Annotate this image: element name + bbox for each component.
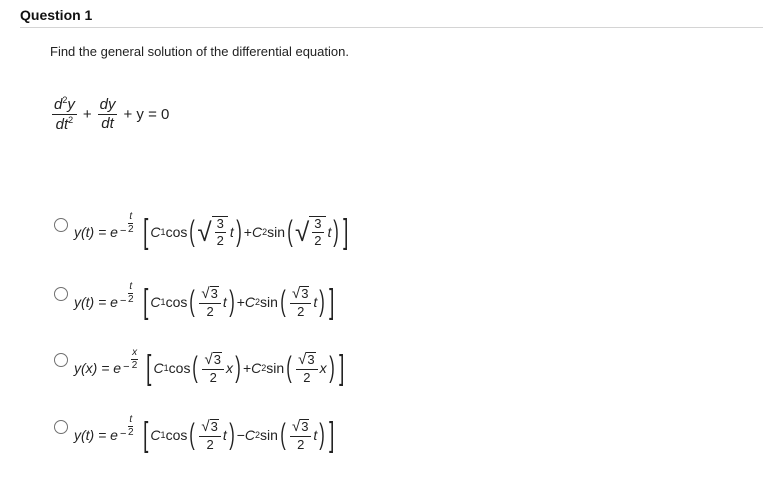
radio-button[interactable] [54,353,68,367]
radio-button[interactable] [54,287,68,301]
equation-rhs: + y = 0 [123,105,170,123]
question-title: Question 1 [20,7,93,23]
solution-expression: y(t) = e − $\frac{t}{2}$ [ C 1 cos ( √ $\frac{3}{2}$ t ) + C 2 sin ( √ $\frac{3}{2}$ t ) ] [74,211,349,251]
answer-option-3[interactable] [54,347,474,423]
question-header [20,6,763,28]
answer-option-4[interactable] [54,414,474,489]
radio-button[interactable] [54,420,68,434]
answer-option-1[interactable] [54,211,474,288]
question-prompt: Find the general solution of the differential equation. [50,44,349,59]
answer-option-2[interactable] [54,281,474,357]
first-derivative-fraction: $\frac{dy}{dt}$ [99,96,116,132]
exponent: − $\frac{x}{2}$ [123,347,138,373]
exponent: − $\frac{t}{2}$ [119,414,134,440]
differential-equation [50,96,169,133]
plus-sign: + [82,105,92,123]
solution-expression: y(x) = e − $\frac{x}{2}$ [ C 1 cos ( √ 3 2 x ) + C 2 sin ( √ 3 2 x ) ] [74,347,344,387]
exponent: − $\frac{t}{2}$ [119,211,134,237]
second-derivative-fraction: $\frac{d^2y}{dt^2}$ [54,95,75,133]
exponent: − $\frac{t}{2}$ [119,281,134,307]
solution-expression: y(t) = e − $\frac{t}{2}$ [ C 1 cos ( √ 3 2 t ) + C 2 sin ( √ 3 2 t ) ] [74,281,335,321]
solution-expression: y(t) = e − $\frac{t}{2}$ [ C 1 cos ( √ 3 2 t ) − C 2 sin ( √ 3 2 t ) ] [74,414,335,454]
radio-button[interactable] [54,218,68,232]
